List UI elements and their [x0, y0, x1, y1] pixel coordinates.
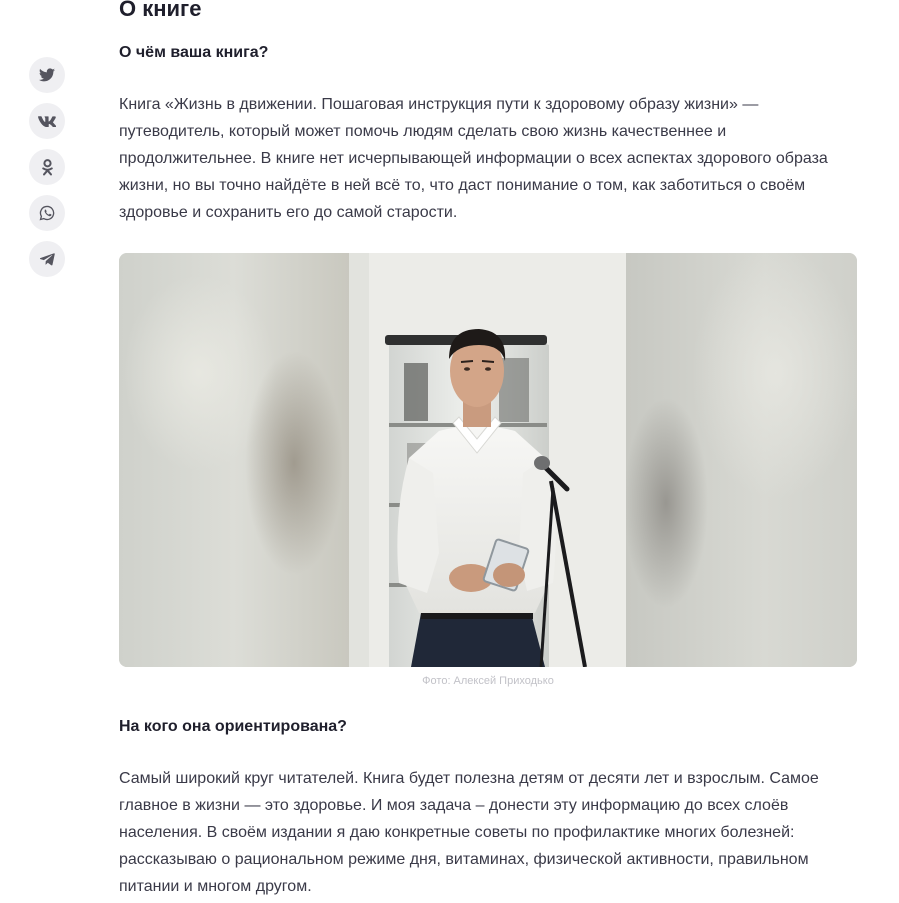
question-heading: На кого она ориентирована?	[119, 718, 347, 735]
vk-icon	[38, 116, 56, 127]
question-heading: О чём ваша книга?	[119, 44, 269, 61]
article-photo	[119, 253, 857, 667]
twitter-icon	[39, 68, 55, 82]
share-whatsapp-button[interactable]	[29, 195, 65, 231]
odnoklassniki-icon	[42, 159, 53, 176]
author-photo	[349, 253, 626, 667]
photo-blur-right	[626, 253, 857, 667]
whatsapp-icon	[39, 205, 55, 221]
share-vk-button[interactable]	[29, 103, 65, 139]
photo-blur-left	[119, 253, 349, 667]
answer-paragraph: Книга «Жизнь в движении. Пошаговая инструкция пути к здоровому образу жизни» — путеводитель, который может помочь людям сделать свою жизнь качественнее и продолжительнее. В книге нет исчерпывающей информации о всех аспектах здорового образа жизни, но вы точно найдёте в ней всё то, что даст понимание о том, как заботиться о своём здоровье и сохранить его до самой старости.	[119, 96, 828, 221]
share-telegram-button[interactable]	[29, 241, 65, 277]
share-odnoklassniki-button[interactable]	[29, 149, 65, 185]
section-title: О книге	[119, 0, 202, 21]
share-twitter-button[interactable]	[29, 57, 65, 93]
telegram-icon	[40, 253, 55, 266]
share-bar	[29, 57, 65, 287]
photo-caption: Фото: Алексей Приходько	[422, 675, 554, 687]
answer-paragraph: Самый широкий круг читателей. Книга будет полезна детям от десяти лет и взрослым. Самое главное в жизни — это здоровье. И моя задача – донести эту информацию до всех слоёв населения. В своём издании я даю конкретные советы по профилактике многих болезней: рассказываю о рациональном режиме дня, витаминах, физической активности, правильном питании и многом другом.	[119, 770, 819, 895]
